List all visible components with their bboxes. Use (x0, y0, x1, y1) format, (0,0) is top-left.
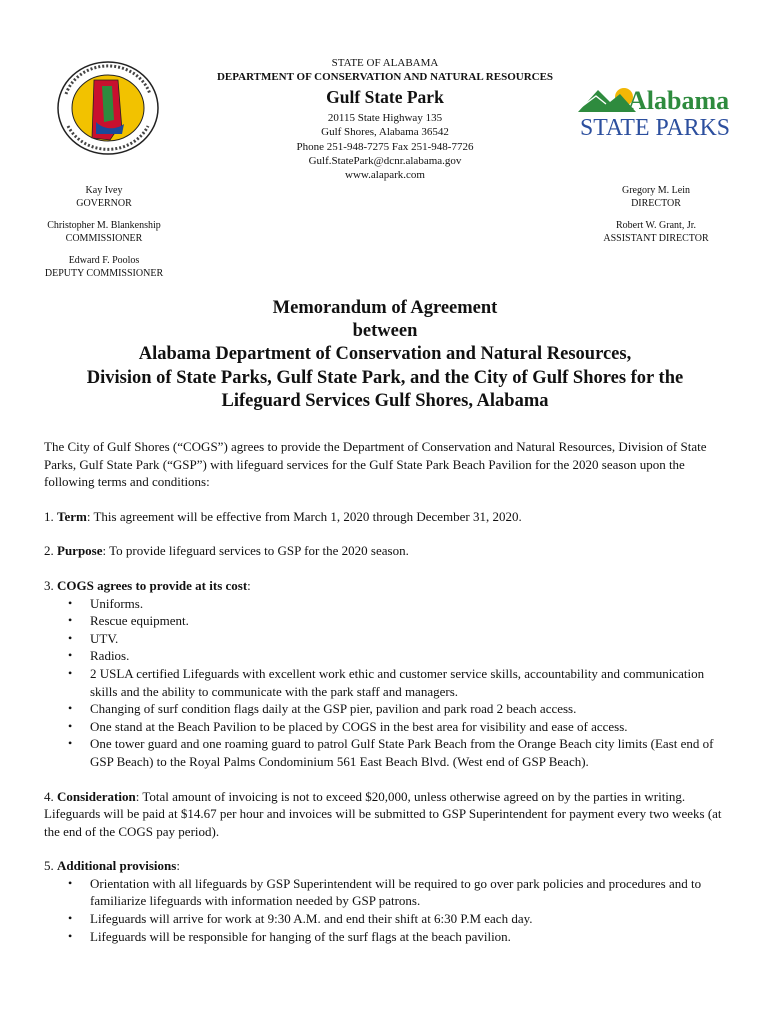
list-item: • Orientation with all lifeguards by GSP Superintendent will be required to go over park policies and procedures and to familiarize lifeguards with information needed by GSP patrons. (90, 875, 734, 910)
address-line-2: Gulf Shores, Alabama 36542 (321, 126, 449, 139)
list-item: • Lifeguards will arrive for work at 9:30 A.M. and end their shift at 6:30 P.M each day. (90, 910, 734, 928)
section-number: 5. (44, 858, 57, 874)
official-assistant-director (592, 219, 720, 245)
letterhead (150, 56, 620, 183)
document-title (40, 297, 730, 413)
official-name: Robert W. Grant, Jr. (616, 220, 696, 231)
section-text: : Total amount of invoicing is not to exceed $20,000, unless otherwise agreed on by the parties in writing. Lifeguards will be paid at $14.67 per hour and invoices will be submitted to GSP Superintendent for payment every two weeks (at the end of the COGS pay period). (44, 788, 722, 839)
section-number: 4. (44, 788, 57, 804)
document-body (44, 438, 734, 945)
section-heading: Additional provisions (57, 858, 177, 874)
official-title: DIRECTOR (631, 198, 681, 209)
list-item: • Lifeguards will be responsible for hanging of the surf flags at the beach pavilion. (90, 928, 734, 946)
title-line: Division of State Parks, Gulf State Park, and the City of Gulf Shores for the (86, 367, 684, 388)
state-name: STATE OF ALABAMA (331, 57, 439, 69)
alabama-state-parks-logo (576, 82, 732, 138)
email-address: Gulf.StatePark@dcnr.alabama.gov (308, 155, 462, 168)
list-item: • Changing of surf condition flags daily at the GSP pier, pavilion and park road 2 beach access. (90, 700, 734, 718)
section-number: 3. (44, 577, 57, 593)
website: www.alapark.com (345, 169, 425, 182)
official-name: Kay Ivey (85, 185, 123, 196)
section-consideration (44, 788, 734, 841)
official-title: GOVERNOR (76, 198, 132, 209)
section-text: : This agreement will be effective from March 1, 2020 through December 31, 2020. (86, 508, 522, 524)
official-title: ASSISTANT DIRECTOR (603, 233, 709, 244)
park-name: Gulf State Park (326, 86, 444, 107)
official-governor (44, 184, 164, 210)
section-heading: COGS agrees to provide at its cost (57, 577, 248, 593)
logo-word-state-parks: STATE PARKS (580, 115, 730, 138)
list-item: • One tower guard and one roaming guard to patrol Gulf State Park Beach from the Orange Beach city limits (East end of GSP Beach) to the Royal Palms Condominium 561 East Beach Blvd. (West end of GSP Beach). (90, 735, 734, 770)
section-purpose (44, 542, 734, 560)
official-title: DEPUTY COMMISSIONER (44, 268, 164, 279)
title-line: Lifeguard Services Gulf Shores, Alabama (221, 390, 549, 411)
official-director (592, 184, 720, 210)
list-item: • UTV. (90, 630, 734, 648)
official-name: Edward F. Poolos (68, 255, 140, 266)
section-heading: Term (57, 508, 87, 524)
phone-fax: Phone 251-948-7275 Fax 251-948-7726 (296, 140, 474, 153)
section-additional (44, 857, 734, 875)
section-number: 1. (44, 508, 57, 524)
list-item: • One stand at the Beach Pavilion to be placed by COGS in the best area for visibility and ease of access. (90, 718, 734, 736)
address-line-1: 20115 State Highway 135 (327, 111, 443, 124)
department-name: DEPARTMENT OF CONSERVATION AND NATURAL RESOURCES (216, 71, 554, 84)
section-text: : To provide lifeguard services to GSP for the 2020 season. (102, 543, 409, 559)
list-item: • 2 USLA certified Lifeguards with excellent work ethic and customer service skills, accountability and communication skills and the ability to communicate with the park staff and managers. (90, 665, 734, 700)
list-item: • Uniforms. (90, 595, 734, 613)
section-heading: Purpose (57, 543, 103, 559)
title-line: Alabama Department of Conservation and Natural Resources, (138, 344, 632, 365)
additional-list (44, 875, 734, 945)
list-item: • Radios. (90, 647, 734, 665)
cogs-list (44, 595, 734, 771)
section-cogs (44, 577, 734, 595)
title-line: between (352, 321, 418, 342)
official-deputy-commissioner (30, 254, 178, 280)
title-line: Memorandum of Agreement (272, 298, 498, 318)
list-item: • Rescue equipment. (90, 612, 734, 630)
official-name: Gregory M. Lein (621, 185, 691, 196)
section-text: : (176, 858, 180, 874)
section-heading: Consideration (57, 788, 136, 804)
section-number: 2. (44, 543, 57, 559)
logo-word-alabama: Alabama (628, 86, 730, 115)
official-commissioner (34, 219, 174, 245)
intro-paragraph: The City of Gulf Shores (“COGS”) agrees to provide the Department of Conservation and Natural Resources, Division of State Parks, Gulf State Park (“GSP”) with lifeguard services for the Gulf State Park Beach Pavilion for the 2020 season upon the following terms and conditions: (44, 439, 707, 490)
section-term (44, 508, 734, 526)
official-name: Christopher M. Blankenship (47, 220, 161, 231)
state-seal-logo (56, 60, 160, 156)
section-text: : (247, 577, 251, 593)
official-title: COMMISSIONER (65, 233, 143, 244)
